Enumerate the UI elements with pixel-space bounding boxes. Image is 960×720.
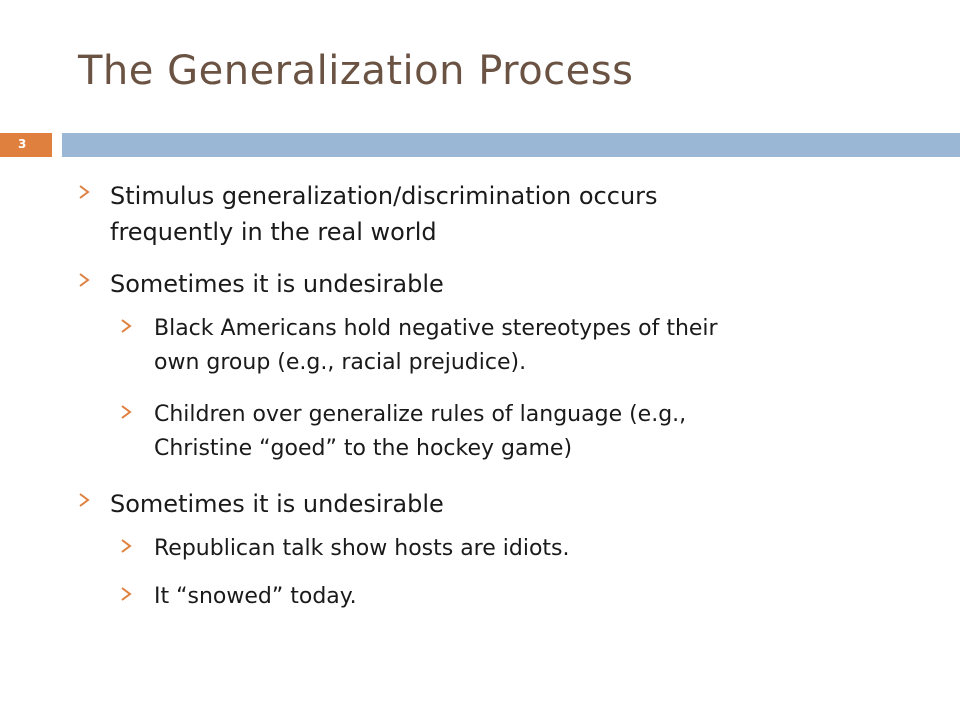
bullet-text: Sometimes it is undesirable bbox=[110, 270, 444, 298]
bullet-text: Black Americans hold negative stereotypes of their bbox=[154, 316, 718, 341]
bullet-item bbox=[78, 178, 658, 250]
bullet-text: It “snowed” today. bbox=[154, 584, 357, 609]
bullet-item bbox=[78, 266, 444, 302]
arrow-bullet-icon bbox=[120, 539, 132, 553]
sub-bullet-item bbox=[120, 312, 718, 380]
bullet-text: own group (e.g., racial prejudice). bbox=[154, 350, 527, 375]
slide-number: 3 bbox=[18, 137, 27, 151]
arrow-bullet-icon bbox=[120, 405, 132, 419]
arrow-bullet-icon bbox=[78, 273, 90, 287]
arrow-bullet-icon bbox=[78, 493, 90, 507]
arrow-bullet-icon bbox=[120, 319, 132, 333]
slide-title: The Generalization Process bbox=[78, 48, 634, 94]
bullet-text: Stimulus generalization/discrimination occurs bbox=[110, 182, 658, 210]
bullet-item bbox=[78, 486, 444, 522]
arrow-bullet-icon bbox=[78, 185, 90, 199]
sub-bullet-item bbox=[120, 532, 570, 566]
arrow-bullet-icon bbox=[120, 587, 132, 601]
bullet-text: Christine “goed” to the hockey game) bbox=[154, 436, 573, 461]
bullet-text: Republican talk show hosts are idiots. bbox=[154, 536, 570, 561]
bullet-text: Children over generalize rules of language (e.g., bbox=[154, 402, 687, 427]
sub-bullet-item bbox=[120, 580, 357, 614]
bullet-text: frequently in the real world bbox=[110, 218, 437, 246]
sub-bullet-item bbox=[120, 398, 686, 466]
bullet-text: Sometimes it is undesirable bbox=[110, 490, 444, 518]
